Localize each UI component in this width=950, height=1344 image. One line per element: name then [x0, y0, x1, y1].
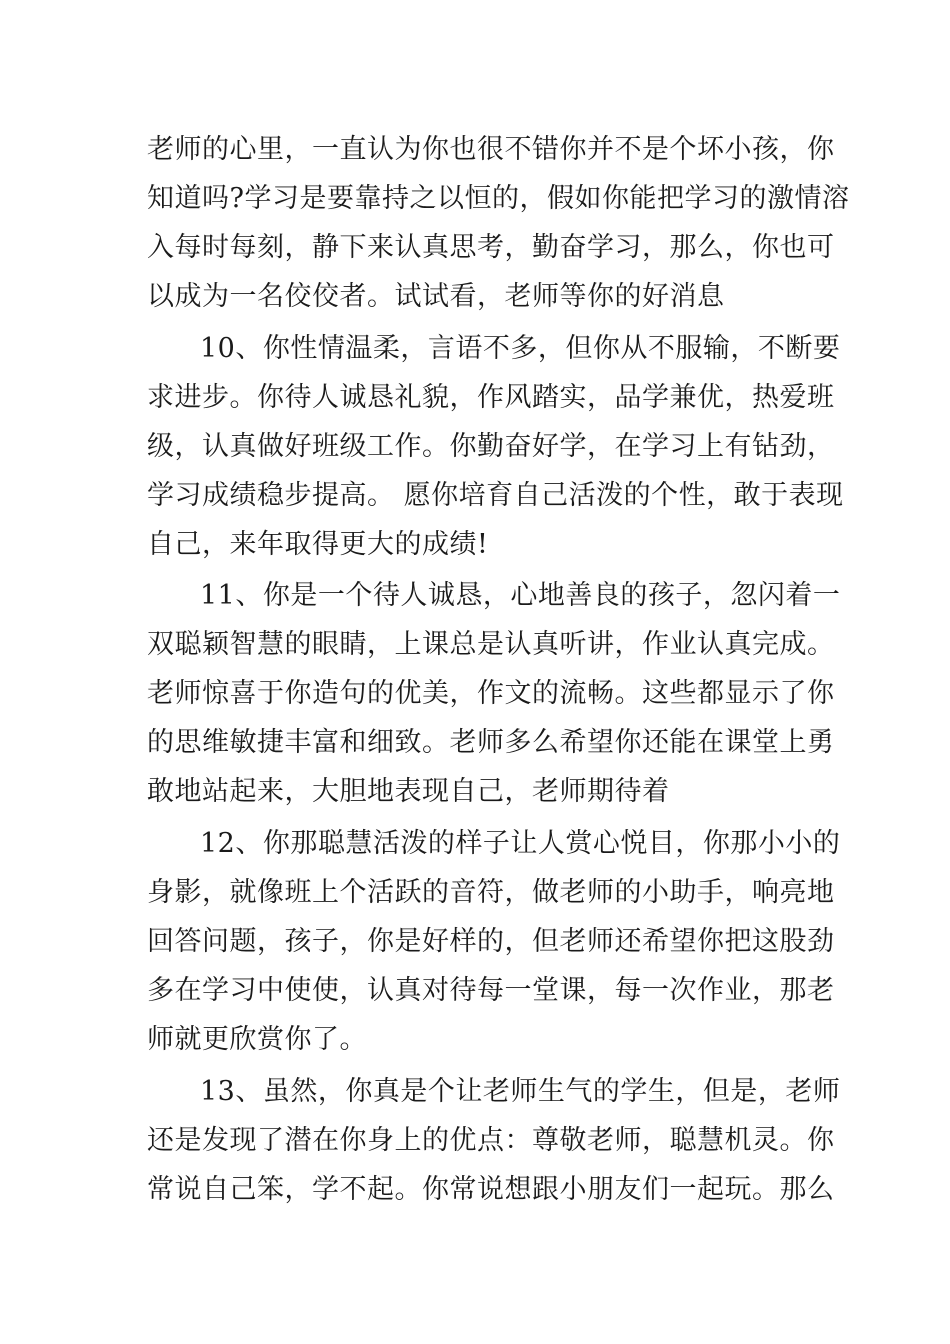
paragraph-12-first-line: 12、你那聪慧活泼的样子让人赏心悦目，你那小小的: [200, 828, 841, 859]
text-line: 入每时每刻，静下来认真思考，勤奋学习，那么，你也可: [147, 232, 835, 263]
text-line: 老师的心里，一直认为你也很不错你并不是个坏小孩，你: [147, 134, 835, 165]
text-line: 自己，来年取得更大的成绩!: [147, 529, 489, 560]
text-line: 的思维敏捷丰富和细致。老师多么希望你还能在课堂上勇: [147, 727, 835, 758]
text-line: 常说自己笨，学不起。你常说想跟小朋友们一起玩。那么: [147, 1174, 835, 1205]
text-line: 敢地站起来，大胆地表现自己，老师期待着: [147, 776, 670, 807]
text-line: 多在学习中使使，认真对待每一堂课，每一次作业，那老: [147, 975, 835, 1006]
paragraph-10-first-line: 10、你性情温柔，言语不多，但你从不服输，不断要: [200, 333, 841, 364]
text-line: 回答问题，孩子，你是好样的，但老师还希望你把这股劲: [147, 926, 835, 957]
text-line: 师就更欣赏你了。: [147, 1024, 367, 1055]
text-line: 级，认真做好班级工作。你勤奋好学，在学习上有钻劲，: [147, 431, 835, 462]
text-line: 求进步。你待人诚恳礼貌，作风踏实，品学兼优，热爱班: [147, 382, 835, 413]
text-line: 学习成绩稳步提高。 愿你培育自己活泼的个性，敢于表现: [147, 480, 844, 511]
text-line: 还是发现了潜在你身上的优点：尊敬老师，聪慧机灵。你: [147, 1125, 835, 1156]
text-line: 知道吗?学习是要靠持之以恒的，假如你能把学习的激情溶: [147, 183, 850, 214]
text-line: 身影，就像班上个活跃的音符，做老师的小助手，响亮地: [147, 877, 835, 908]
text-line: 老师惊喜于你造句的优美，作文的流畅。这些都显示了你: [147, 678, 835, 709]
paragraph-13-first-line: 13、虽然，你真是个让老师生气的学生，但是，老师: [200, 1076, 841, 1107]
text-line: 以成为一名佼佼者。试试看，老师等你的好消息: [147, 281, 725, 312]
paragraph-11-first-line: 11、你是一个待人诚恳，心地善良的孩子，忽闪着一: [200, 580, 841, 611]
text-line: 双聪颖智慧的眼睛，上课总是认真听讲，作业认真完成。: [147, 629, 835, 660]
